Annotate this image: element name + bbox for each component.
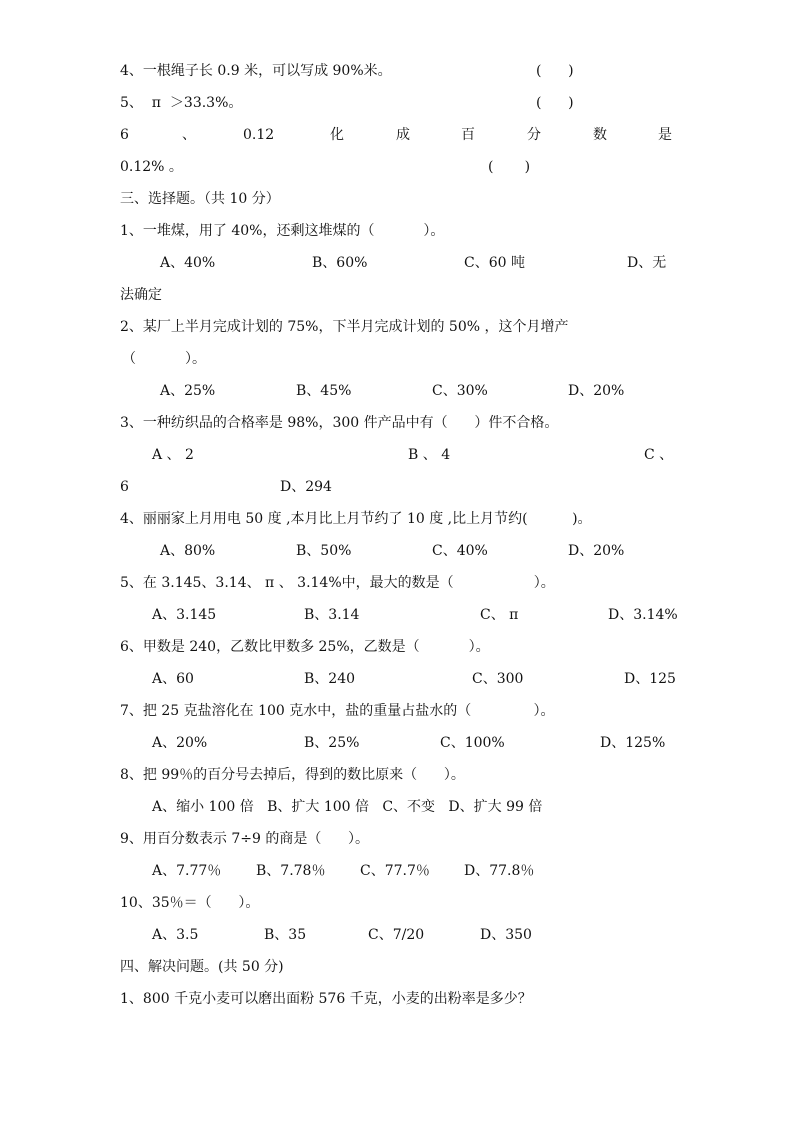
choice-option: A、80% <box>160 543 216 559</box>
choice-option: C、 π <box>480 607 519 623</box>
choice-option: B、50% <box>296 543 352 559</box>
tf-question-4: 4、一根绳子长 0.9 米，可以写成 90%米。 <box>120 63 392 79</box>
choice-option: B、45% <box>296 383 352 399</box>
problem-question-1: 1、800 千克小麦可以磨出面粉 576 千克，小麦的出粉率是多少？ <box>120 991 532 1007</box>
choice-option: C、77.7％ <box>360 863 430 879</box>
choice-question-4: 4、丽丽家上月用电 50 度 ,本月比上月节约了 10 度 ,比上月节约( )。 <box>120 511 592 527</box>
section-4-title: 四、解决问题。(共 50 分) <box>120 959 284 975</box>
choice-option: B、240 <box>304 671 356 687</box>
choice-option: B、35 <box>264 927 307 943</box>
choice-option: B、25% <box>304 735 360 751</box>
choice-option: C 、 <box>644 447 674 463</box>
choice-option: C、300 <box>472 671 524 687</box>
choice-option: C、40% <box>432 543 488 559</box>
choice-option: A、60 <box>152 671 194 687</box>
tf-q6-line2: 0.12% 。 <box>120 159 183 175</box>
tf-question-5: 5、 π ＞33.3%。 <box>120 95 243 111</box>
choice-question-7: 7、把 25 克盐溶化在 100 克水中，盐的重量占盐水的（ ）。 <box>120 703 555 719</box>
choice-option: D、294 <box>280 479 332 495</box>
choice-option: A 、 2 <box>152 447 194 463</box>
choice-option: B、3.14 <box>304 607 360 623</box>
choice-option: A、3.145 <box>152 607 217 623</box>
choice-option: B、60% <box>312 255 368 271</box>
choice-option: D、125% <box>600 735 666 751</box>
choice-question-5: 5、在 3.145、3.14、 π 、 3.14%中，最大的数是（ ）。 <box>120 575 555 591</box>
tf-q6-part: 、 <box>182 127 196 143</box>
tf-q6-part: 成 <box>396 127 410 143</box>
choice-option: C、60 吨 <box>464 255 525 271</box>
choice-question-6: 6、甲数是 240，乙数比甲数多 25%，乙数是（ ）。 <box>120 639 490 655</box>
tf-q6-part: 数 <box>593 127 607 143</box>
tf-answer-paren-6: ( ) <box>488 159 531 175</box>
choice-option: D、20% <box>568 543 625 559</box>
tf-answer-paren-4: ( ) <box>536 63 574 79</box>
tf-q6-part: 0.12 <box>243 127 275 143</box>
choice-option: A、25% <box>160 383 216 399</box>
choice-question-2: 2、某厂上半月完成计划的 75%，下半月完成计划的 50% ，这个月增产 <box>120 319 569 335</box>
choice-option: A、40% <box>160 255 216 271</box>
choice-question-1: 1、一堆煤，用了 40%，还剩这堆煤的（ ）。 <box>120 223 445 239</box>
choice-option: B、7.78％ <box>256 863 326 879</box>
choice-option: D、125 <box>624 671 676 687</box>
tf-q6-part: 分 <box>527 127 541 143</box>
choice-question-10: 10、35％＝（ ）。 <box>120 895 260 911</box>
choice-option: D、350 <box>480 927 532 943</box>
choice-option: A、20% <box>152 735 208 751</box>
choice-question-2-line2: （ ）。 <box>122 351 206 367</box>
tf-q6-part: 百 <box>461 127 475 143</box>
tf-q6-part: 是 <box>658 127 672 143</box>
tf-answer-paren-5: ( ) <box>536 95 574 111</box>
choice-option: A、3.5 <box>152 927 199 943</box>
choice-option: D、20% <box>568 383 625 399</box>
choice-question-9: 9、用百分数表示 7÷9 的商是（ ）。 <box>120 831 370 847</box>
choice-option-wrap: 法确定 <box>120 287 162 303</box>
choice-option: C、100% <box>440 735 505 751</box>
choice-question-3: 3、一种纺织品的合格率是 98%，300 件产品中有（ ）件不合格。 <box>120 415 559 431</box>
choice-options-line: A、缩小 100 倍 B、扩大 100 倍 C、不变 D、扩大 99 倍 <box>152 799 543 815</box>
choice-question-8: 8、把 99％的百分号去掉后，得到的数比原来（ ）。 <box>120 767 465 783</box>
tf-q6-part: 6 <box>120 127 129 143</box>
choice-option: C、7/20 <box>368 927 425 943</box>
tf-q6-part: 化 <box>330 127 344 143</box>
choice-option: D、无 <box>627 255 667 271</box>
section-3-title: 三、选择题。（共 10 分） <box>120 191 280 207</box>
choice-option: D、77.8％ <box>464 863 535 879</box>
choice-option: C、30% <box>432 383 488 399</box>
choice-option: A、7.77％ <box>152 863 222 879</box>
choice-option: D、3.14% <box>608 607 678 623</box>
choice-option-wrap: 6 <box>120 479 129 495</box>
choice-option: B 、 4 <box>408 447 451 463</box>
